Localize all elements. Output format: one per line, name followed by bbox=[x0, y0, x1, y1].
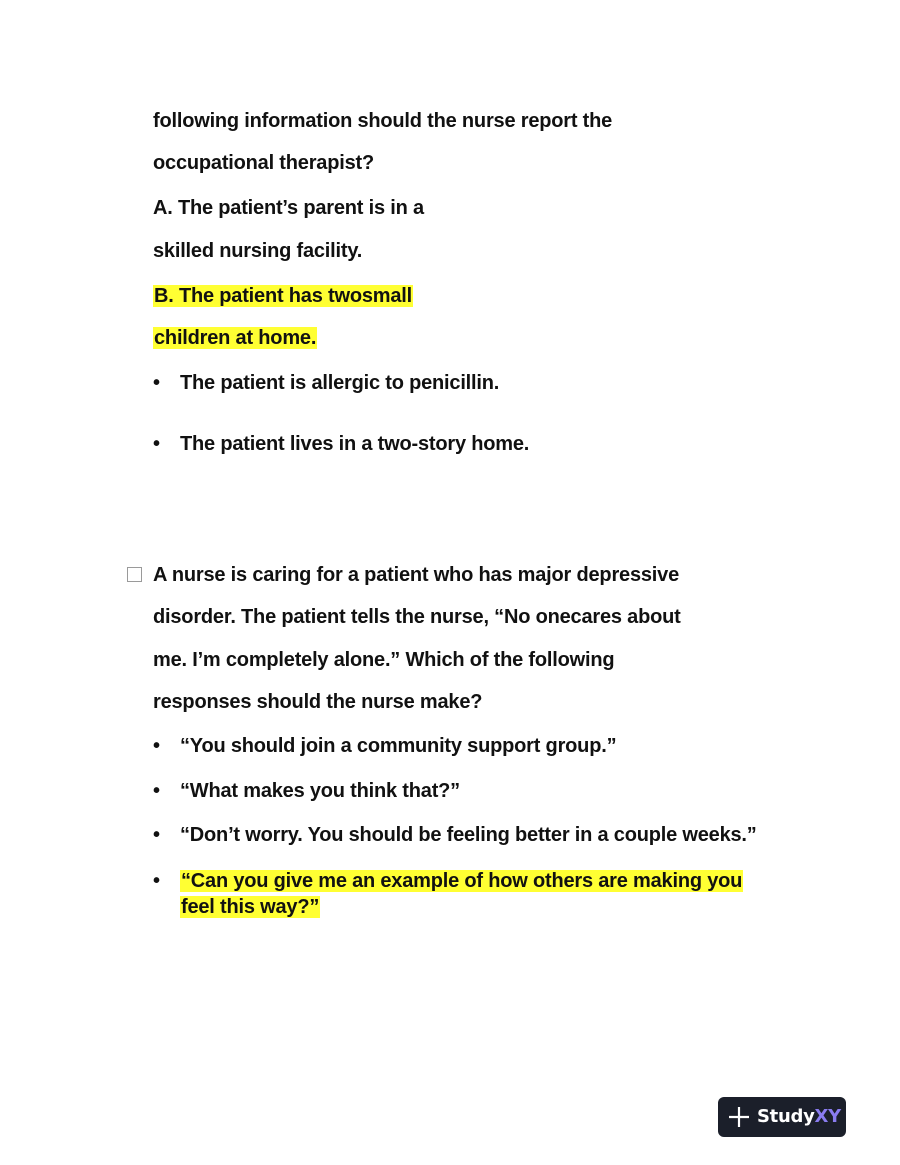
question2-stem-line-2: disorder. The patient tells the nurse, “No onecares about bbox=[153, 606, 681, 628]
logo-text-accent: XY bbox=[814, 1106, 841, 1127]
option-c-text: The patient is allergic to penicillin. bbox=[180, 372, 500, 394]
question2-option-a-text: “You should join a community support group.” bbox=[180, 735, 617, 757]
studyxy-logo bbox=[718, 1097, 846, 1137]
bullet: • bbox=[153, 870, 160, 892]
bullet: • bbox=[153, 735, 160, 757]
option-b-line-1 bbox=[153, 283, 413, 309]
question2-stem-line-1: A nurse is caring for a patient who has major depressive bbox=[153, 564, 679, 586]
correct-answer-highlight: children at home. bbox=[154, 327, 317, 349]
question-checkbox[interactable] bbox=[127, 567, 142, 582]
logo-wordmark bbox=[757, 1105, 841, 1129]
question1-stem-line-2: occupational therapist? bbox=[153, 152, 374, 174]
option-a-line-1: A. The patient’s parent is in a bbox=[153, 197, 424, 219]
option-a-line-2: skilled nursing facility. bbox=[153, 240, 363, 262]
correct-answer-highlight: “Can you give me an example of how others are making you feel this way?” bbox=[181, 870, 743, 918]
question2-stem-line-4: responses should the nurse make? bbox=[153, 691, 483, 713]
question2-option-b-text: “What makes you think that?” bbox=[180, 780, 460, 802]
bullet: • bbox=[153, 780, 160, 802]
bullet: • bbox=[153, 372, 160, 394]
logo-text-main: Study bbox=[757, 1106, 815, 1127]
bullet: • bbox=[153, 433, 160, 455]
question2-stem-line-3: me. I’m completely alone.” Which of the following bbox=[153, 649, 615, 671]
question2-option-d-text bbox=[180, 868, 770, 920]
question1-stem-line-1: following information should the nurse report the bbox=[153, 110, 613, 132]
option-b-line-2 bbox=[153, 325, 317, 351]
bullet: • bbox=[153, 824, 160, 846]
correct-answer-highlight: B. The patient has twosmall bbox=[154, 285, 412, 307]
option-d-text: The patient lives in a two-story home. bbox=[180, 433, 530, 455]
question2-option-c-text: “Don’t worry. You should be feeling better in a couple weeks.” bbox=[180, 824, 757, 846]
plus-icon bbox=[727, 1105, 751, 1129]
